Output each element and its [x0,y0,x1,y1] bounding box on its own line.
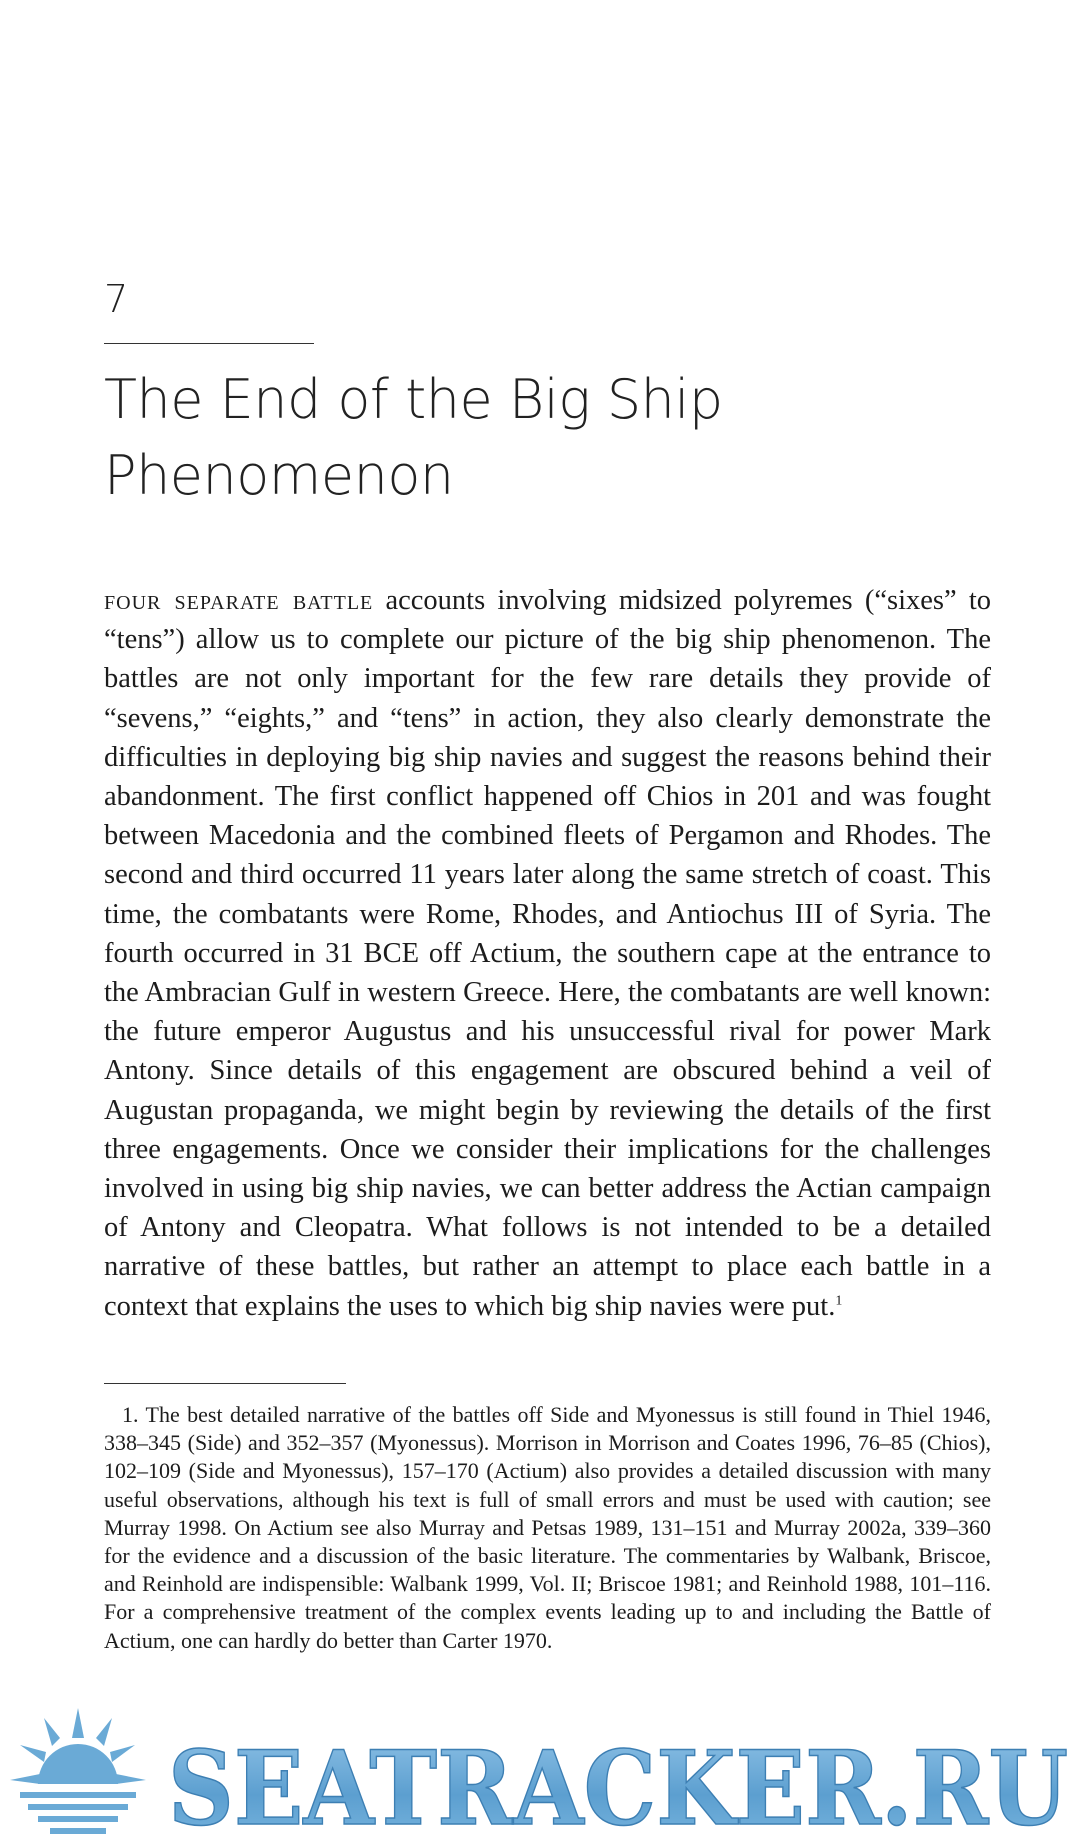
watermark-graphic [0,1700,1080,1846]
footnote: 1. The best detailed narrative of the battles off Side and Myonessus is still found in Thiel 1946, 338–345 (Side) and 352–357 (Myonessus). Morrison in Morrison and Coates 1996, 76–85 (Chios), 102–109 (Side and Myonessus), 157–170 (Actium) also provides a detailed discussion with many useful observations, although his text is full of small errors and must be used with caution; see Murray 1998. On Actium see also Murray and Petsas 1989, 131–151 and Murray 2002a, 339–360 for the evidence and a discussion of the basic literature. The commentaries by Walbank, Briscoe, and Reinhold are indispensible: Walbank 1999, Vol. II; Briscoe 1981; and Reinhold 1988, 101–116. For a comprehensive treatment of the complex events leading up to and including the Battle of Actium, one can hardly do better than Carter 1970. [104,1402,991,1653]
chapter-title-line-2: Phenomenon [104,444,454,507]
body-text: accounts involving midsized polyremes (“sixes” to “tens”) allow us to complete our picture of the big ship phenomenon. The battles are not only important for the few rare details they provide of “sevens,” “eights,” and “tens” in action, they also clearly demonstrate the difficulties in deploying big ship navies and suggest the reasons behind their abandonment. The first conflict happened off Chios in 201 and was fought between Macedonia and the combined fleets of Pergamon and Rhodes. The second and third occurred 11 years later along the same stretch of coast. This time, the combatants were Rome, Rhodes, and Antiochus III of Syria. The fourth occurred in 31 BCE off Actium, the southern cape at the entrance to the Ambracian Gulf in western Greece. Here, the combatants are well known: the future emperor Augustus and his unsuccessful rival for power Mark Antony. Since details of this engagement are obscured behind a veil of Augustan propaganda, we might begin by reviewing the details of the first three engagements. Once we consider their implications for the challenges involved in using big ship navies, we can better address the Actian campaign of Antony and Cleopatra. What follows is not intended to be a detailed narrative of these battles, but rather an attempt to place each battle in a context that explains the uses to which big ship navies were put. [104,585,991,1322]
sun-over-sea-icon [0,1708,160,1846]
chapter-title-line-1: The End of the Big Ship [104,368,723,431]
lead-in-smallcaps: four separate battle [104,585,374,616]
watermark [0,1700,1080,1846]
chapter-title [104,362,984,514]
chapter-number: 7 [104,277,129,321]
footnote-reference[interactable]: 1 [835,1293,843,1309]
body-paragraph [104,581,991,1326]
watermark-text: SEATRACKER.RU [168,1729,1068,1846]
chapter-divider [104,343,314,344]
footnote-divider [104,1383,346,1384]
